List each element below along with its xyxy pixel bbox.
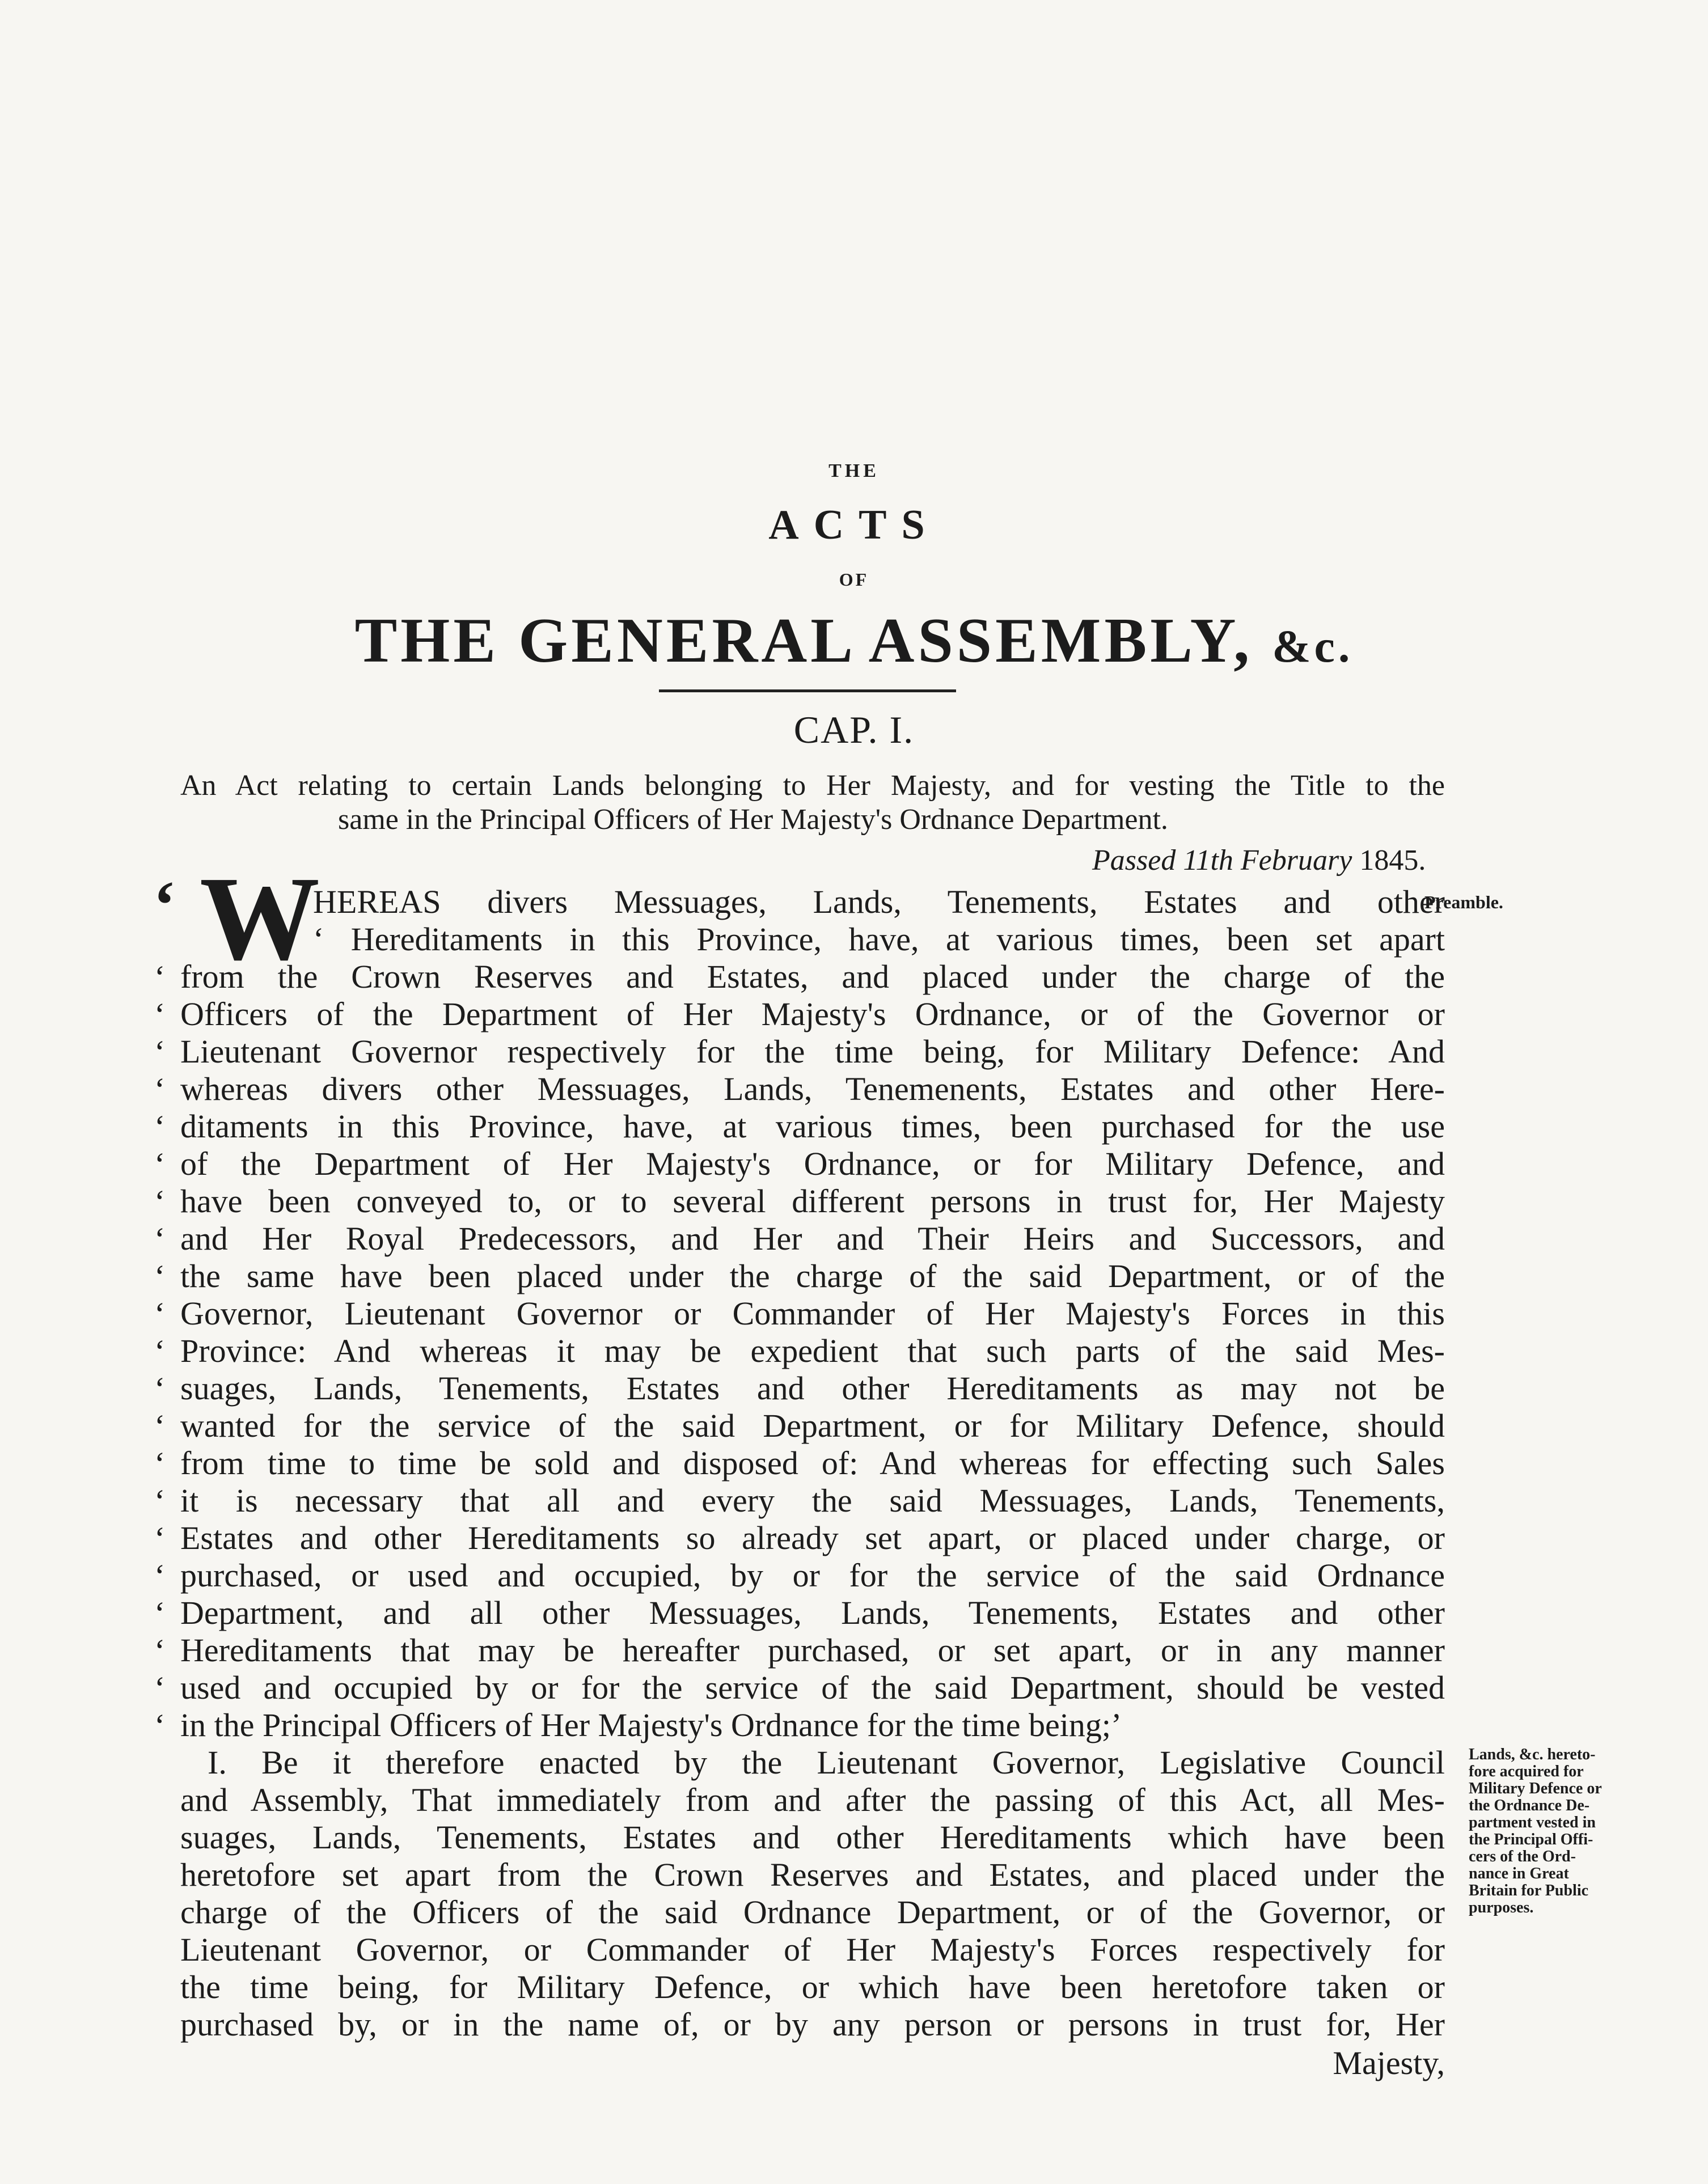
section-one-line: the time being, for Military Defence, or which have been heretofore taken or <box>180 1969 1445 2005</box>
preamble-line: from the Crown Reserves and Estates, and placed under the charge of the <box>180 958 1445 995</box>
preamble-line: Province: And whereas it may be expedient that such parts of the said Mes- <box>180 1332 1445 1369</box>
passed-day: 11th February <box>1183 844 1352 877</box>
preamble-last-line: in the Principal Officers of Her Majesty's Ordnance for the time being;’ <box>180 1707 1122 1743</box>
preamble-line: whereas divers other Messuages, Lands, Tenemenents, Estates and other Here- <box>180 1070 1445 1107</box>
preamble-line: Estates and other Hereditaments so already set apart, or placed under charge, or <box>180 1520 1445 1556</box>
quote-mark: ‘ <box>154 1707 166 1744</box>
heading-of: OF <box>839 569 869 590</box>
preamble-line: ditaments in this Province, have, at various times, been purchased for the use <box>180 1108 1445 1145</box>
preamble-line: Lieutenant Governor respectively for the time being, for Military Defence: And <box>180 1033 1445 1070</box>
section-one-line: purchased by, or in the name of, or by any person or persons in trust for, Her <box>180 2006 1445 2043</box>
section-one-line: heretofore set apart from the Crown Reserves and Estates, and placed under the <box>180 1856 1445 1893</box>
margin-note-line: nance in Great <box>1469 1865 1569 1882</box>
preamble-line: it is necessary that all and every the said Messuages, Lands, Tenements, <box>180 1482 1445 1519</box>
main-title-text: THE GENERAL ASSEMBLY, <box>354 606 1253 676</box>
margin-note-line: the Principal Offi- <box>1469 1831 1593 1848</box>
drop-cap: W <box>200 852 320 985</box>
section-one-line: charge of the Officers of the said Ordnance Department, or of the Governor, or <box>180 1894 1445 1931</box>
passed-date <box>1092 844 1426 878</box>
quote-mark: ‘ <box>154 1071 166 1108</box>
quote-mark: ‘ <box>154 1445 166 1482</box>
preamble-line: of the Department of Her Majesty's Ordnance, or for Military Defence, and <box>180 1145 1445 1182</box>
main-title <box>0 604 1708 678</box>
quote-mark: ‘ <box>154 1632 166 1669</box>
heading-acts: ACTS <box>768 502 940 548</box>
preamble-line: have been conveyed to, or to several different persons in trust for, Her Majesty <box>180 1183 1445 1220</box>
quote-mark: ‘ <box>154 1408 166 1445</box>
section-one-line: and Assembly, That immediately from and after the passing of this Act, all Mes- <box>180 1781 1445 1818</box>
margin-note-line: Military Defence or <box>1469 1780 1602 1797</box>
preamble-line: used and occupied by or for the service of the said Department, should be vested <box>180 1669 1445 1706</box>
margin-note-line: purposes. <box>1469 1899 1534 1916</box>
margin-note-line: partment vested in <box>1469 1814 1596 1831</box>
preamble-line: purchased, or used and occupied, by or for the service of the said Ordnance <box>180 1557 1445 1594</box>
quote-mark: ‘ <box>154 1483 166 1520</box>
quote-mark: ‘ <box>154 1520 166 1557</box>
section-one-line: Lieutenant Governor, or Commander of Her Majesty's Forces respectively for <box>180 1931 1445 1968</box>
quote-mark: ‘ <box>154 1333 166 1370</box>
preamble-open-quote: ‘ <box>153 867 176 942</box>
quote-mark: ‘ <box>154 1034 166 1070</box>
preamble-line: Governor, Lieutenant Governor or Commander of Her Majesty's Forces in this <box>180 1295 1445 1332</box>
quote-mark: ‘ <box>154 1258 166 1295</box>
margin-note-preamble: Preamble. <box>1424 892 1503 912</box>
preamble-line: from time to time be sold and disposed of: And whereas for effecting such Sales <box>180 1445 1445 1482</box>
margin-note-line: fore acquired for <box>1469 1763 1584 1780</box>
preamble-line: Department, and all other Messuages, Lands, Tenements, Estates and other <box>180 1594 1445 1631</box>
quote-mark: ‘ <box>154 959 166 996</box>
quote-mark: ‘ <box>154 1670 166 1707</box>
preamble-line-2: ‘ Hereditaments in this Province, have, at various times, been set apart <box>313 921 1445 958</box>
act-subtitle-line-1: An Act relating to certain Lands belonging to Her Majesty, and for vesting the Title to the <box>180 769 1445 802</box>
margin-note-line: cers of the Ord- <box>1469 1848 1576 1865</box>
chapter-heading: CAP. I. <box>793 708 915 751</box>
preamble-line: and Her Royal Predecessors, and Her and Their Heirs and Successors, and <box>180 1220 1445 1257</box>
margin-note-line: Britain for Public <box>1469 1882 1589 1899</box>
quote-mark: ‘ <box>154 1296 166 1332</box>
margin-note-line: Lands, &c. hereto- <box>1469 1746 1596 1763</box>
preamble-line: Officers of the Department of Her Majesty's Ordnance, or of the Governor or <box>180 996 1445 1032</box>
act-subtitle-line-2: same in the Principal Officers of Her Majesty's Ordnance Department. <box>338 803 1168 836</box>
preamble-line: wanted for the service of the said Department, or for Military Defence, should <box>180 1407 1445 1444</box>
section-one-line: suages, Lands, Tenements, Estates and other Hereditaments which have been <box>180 1819 1445 1856</box>
preamble-line-1: HEREAS divers Messuages, Lands, Tenements, Estates and other <box>313 883 1445 920</box>
quote-mark: ‘ <box>154 1557 166 1594</box>
passed-year: 1845. <box>1359 844 1426 877</box>
main-title-etc: &c. <box>1272 620 1354 672</box>
passed-label: Passed <box>1092 844 1176 877</box>
catchword: Majesty, <box>1333 2045 1445 2081</box>
preamble-line: Hereditaments that may be hereafter purchased, or set apart, or in any manner <box>180 1632 1445 1669</box>
quote-mark: ‘ <box>154 1595 166 1632</box>
quote-mark: ‘ <box>154 1146 166 1183</box>
margin-note-line: the Ordnance De- <box>1469 1797 1590 1814</box>
quote-mark: ‘ <box>154 1183 166 1220</box>
preamble-line: the same have been placed under the charge of the said Department, or of the <box>180 1258 1445 1294</box>
heading-the: THE <box>828 460 880 481</box>
preamble-line: suages, Lands, Tenements, Estates and other Hereditaments as may not be <box>180 1370 1445 1407</box>
quote-mark: ‘ <box>154 996 166 1033</box>
quote-mark: ‘ <box>154 1370 166 1407</box>
section-one-line: I. Be it therefore enacted by the Lieutenant Governor, Legislative Council <box>208 1744 1445 1781</box>
quote-mark: ‘ <box>154 1221 166 1258</box>
title-divider <box>659 689 956 692</box>
quote-mark: ‘ <box>154 1108 166 1145</box>
